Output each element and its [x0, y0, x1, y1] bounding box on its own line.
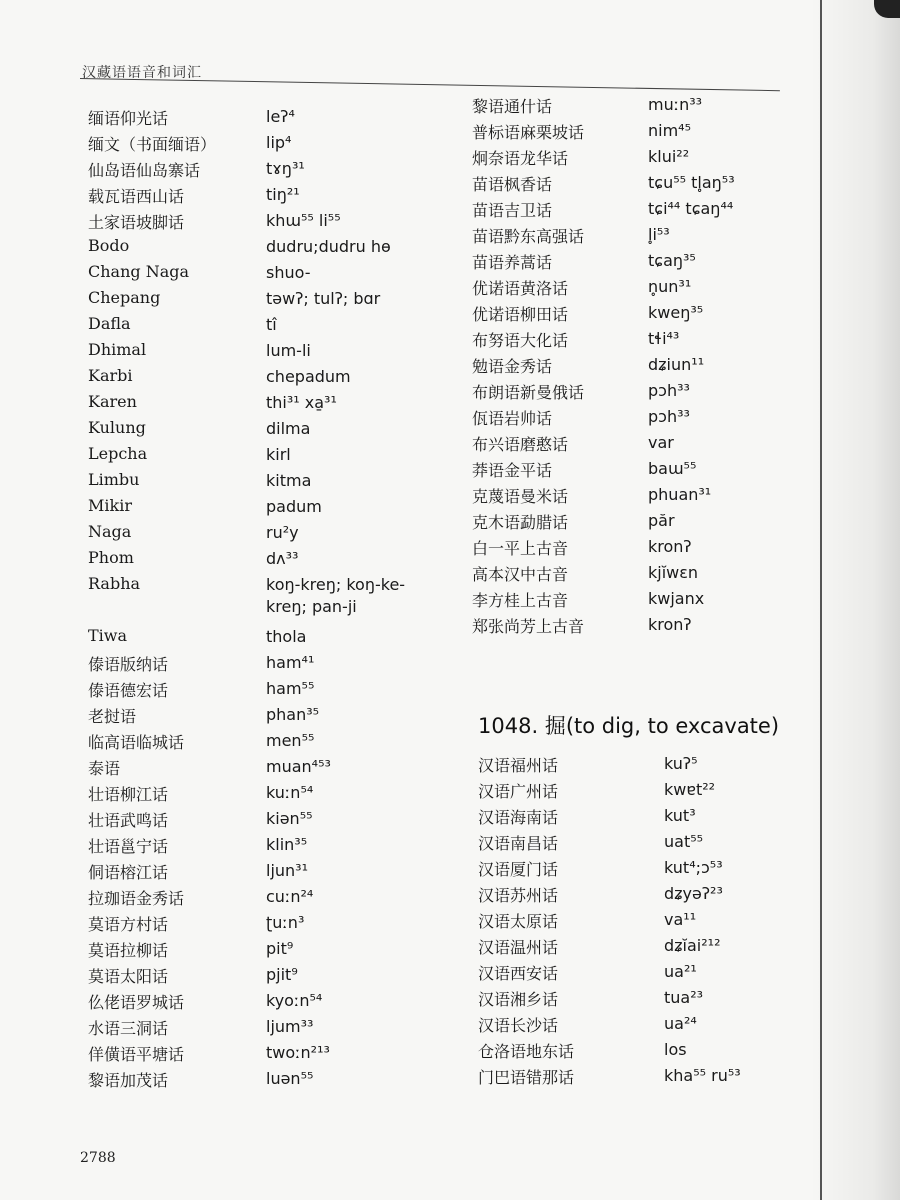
phonetic-form: thi³¹ xa̱³¹ [266, 393, 337, 412]
language-name: 汉语西安话 [478, 964, 559, 983]
entry-row [88, 418, 448, 444]
entry-row [88, 574, 448, 626]
left-column [88, 106, 448, 1094]
phonetic-form: pit⁹ [266, 939, 294, 958]
phonetic-form: kitma [266, 471, 312, 490]
phonetic-form: dʌ³³ [266, 549, 299, 568]
language-name: 莫语方村话 [88, 915, 169, 934]
phonetic-form: dʑyəʔ²³ [664, 884, 723, 903]
phonetic-form: tɤŋ³¹ [266, 159, 305, 178]
language-name: 汉语苏州话 [478, 886, 559, 905]
phonetic-form: ljun³¹ [266, 861, 308, 880]
phonetic-form: los [664, 1040, 687, 1059]
language-name: 汉语长沙话 [478, 1016, 559, 1035]
entry-row [478, 909, 798, 935]
section-gloss: (to dig, to excavate) [565, 714, 780, 738]
phonetic-form: lip⁴ [266, 133, 292, 152]
section-headword: 掘 [544, 714, 566, 738]
language-name: 汉语温州话 [478, 938, 559, 957]
entry-row [478, 987, 798, 1013]
language-name: Chang Naga [88, 262, 190, 281]
language-name: 傣语版纳话 [88, 655, 169, 674]
phonetic-form: var [648, 433, 674, 452]
language-name: 汉语南昌话 [478, 834, 559, 853]
language-name: 布努语大化话 [472, 331, 569, 350]
language-name: 优诺语柳田话 [472, 305, 569, 324]
phonetic-form: tɕi⁴⁴ tɕaŋ⁴⁴ [648, 199, 734, 218]
language-name: 克蔑语曼米话 [472, 487, 569, 506]
phonetic-form: ru²y [266, 523, 299, 542]
phonetic-form: klui²² [648, 147, 690, 166]
language-name: 临高语临城话 [88, 733, 185, 752]
section-number: 1048. [478, 714, 539, 738]
entry-row [88, 340, 448, 366]
language-name: 壮语邕宁话 [88, 837, 169, 856]
entry-row [472, 380, 812, 406]
entry-row [88, 860, 448, 886]
phonetic-form: tî [266, 315, 277, 334]
language-name: 汉语湘乡话 [478, 990, 559, 1009]
language-name: Lepcha [88, 444, 148, 463]
entry-row [478, 805, 798, 831]
language-name: 侗语榕江话 [88, 863, 169, 882]
phonetic-form: uat⁵⁵ [664, 832, 704, 851]
entry-row [472, 588, 812, 614]
right-column-top [472, 94, 812, 640]
language-name: 仓洛语地东话 [478, 1042, 575, 1061]
language-name: 苗语黔东高强话 [472, 227, 585, 246]
entry-row [88, 678, 448, 704]
entry-row [478, 831, 798, 857]
phonetic-form: luən⁵⁵ [266, 1069, 314, 1088]
phonetic-form: klin³⁵ [266, 835, 308, 854]
entry-row [478, 1013, 798, 1039]
entry-row [472, 302, 812, 328]
entry-row [88, 210, 448, 236]
phonetic-form: kronʔ [648, 537, 692, 556]
language-name: 老挝语 [88, 707, 137, 726]
phonetic-form: tɕaŋ³⁵ [648, 251, 696, 270]
entry-row [88, 1016, 448, 1042]
language-name: Chepang [88, 288, 161, 307]
entry-row [88, 990, 448, 1016]
language-name: 缅文（书面缅语） [88, 135, 217, 154]
language-name: 佤语岩帅话 [472, 409, 553, 428]
entry-row [88, 132, 448, 158]
language-name: 克木语勐腊话 [472, 513, 569, 532]
language-name: 泰语 [88, 759, 121, 778]
language-name: 水语三洞话 [88, 1019, 169, 1038]
language-name: 仫佬语罗城话 [88, 993, 185, 1012]
phonetic-form: ʈuːn³ [266, 913, 305, 932]
entry-row [88, 314, 448, 340]
phonetic-form: dʑĭai²¹² [664, 936, 721, 955]
language-name: 郑张尚芳上古音 [472, 617, 585, 636]
entry-row [88, 808, 448, 834]
phonetic-form: va¹¹ [664, 910, 697, 929]
phonetic-form: ham⁴¹ [266, 653, 315, 672]
phonetic-form: nim⁴⁵ [648, 121, 691, 140]
language-name: Karen [88, 392, 137, 411]
entry-row [472, 94, 812, 120]
phonetic-form: təwʔ; tulʔ; bɑr [266, 289, 381, 308]
language-name: 苗语枫香话 [472, 175, 553, 194]
phonetic-form: kjĭwɛn [648, 563, 699, 582]
language-name: Dhimal [88, 340, 147, 359]
phonetic-form: padum [266, 497, 322, 516]
entry-row [472, 484, 812, 510]
running-header: 汉藏语语音和词汇 [82, 65, 202, 81]
phonetic-form: khɯ⁵⁵ li⁵⁵ [266, 211, 341, 230]
language-name: 汉语海南话 [478, 808, 559, 827]
entry-row [478, 753, 798, 779]
phonetic-form: koŋ-kreŋ; koŋ-ke-kreŋ; pan-ji [266, 575, 406, 616]
entry-row [472, 406, 812, 432]
entry-row [472, 614, 812, 640]
phonetic-form: kha⁵⁵ ru⁵³ [664, 1066, 741, 1085]
entry-row [478, 935, 798, 961]
phonetic-form: kwjanx [648, 589, 705, 608]
language-name: 载瓦语西山话 [88, 187, 185, 206]
language-name: Bodo [88, 236, 130, 255]
phonetic-form: muːn³³ [648, 95, 703, 114]
section-heading [478, 710, 779, 740]
entry-row [88, 158, 448, 184]
entry-row [472, 328, 812, 354]
phonetic-form: dudru;dudru hɵ [266, 237, 391, 256]
entry-row [472, 510, 812, 536]
entry-row [478, 1039, 798, 1065]
entry-row [88, 704, 448, 730]
entry-row [472, 172, 812, 198]
language-name: Limbu [88, 470, 140, 489]
phonetic-form: leʔ⁴ [266, 107, 295, 126]
phonetic-form: chepadum [266, 367, 351, 386]
language-name: Rabha [88, 574, 141, 593]
entry-row [88, 262, 448, 288]
phonetic-form: tɬi⁴³ [648, 329, 680, 348]
language-name: Phom [88, 548, 134, 567]
entry-row [472, 120, 812, 146]
entry-row [88, 548, 448, 574]
entry-row [88, 938, 448, 964]
entry-row [472, 458, 812, 484]
phonetic-form: l̥i⁵³ [648, 225, 670, 244]
language-name: Dafla [88, 314, 131, 333]
phonetic-form: muan⁴⁵³ [266, 757, 331, 776]
entry-row [88, 1042, 448, 1068]
entry-row [88, 964, 448, 990]
phonetic-form: kirl [266, 445, 291, 464]
entry-row [472, 536, 812, 562]
language-name: 汉语厦门话 [478, 860, 559, 879]
phonetic-form: păr [648, 511, 675, 530]
entry-row [88, 392, 448, 418]
phonetic-form: ua²⁴ [664, 1014, 697, 1033]
phonetic-form: kuːn⁵⁴ [266, 783, 314, 802]
right-column-bottom [478, 753, 798, 1091]
language-name: 勉语金秀话 [472, 357, 553, 376]
entry-row [472, 562, 812, 588]
language-name: Kulung [88, 418, 146, 437]
language-name: 炯奈语龙华话 [472, 149, 569, 168]
entry-row [88, 912, 448, 938]
phonetic-form: twoːn²¹³ [266, 1043, 330, 1062]
entry-row [88, 366, 448, 392]
entry-row [88, 730, 448, 756]
entry-row [88, 1068, 448, 1094]
language-name: Karbi [88, 366, 133, 385]
entry-row [472, 198, 812, 224]
language-name: 李方桂上古音 [472, 591, 569, 610]
language-name: 土家语坡脚话 [88, 213, 185, 232]
language-name: 白一平上古音 [472, 539, 569, 558]
phonetic-form: tua²³ [664, 988, 704, 1007]
page-number: 2788 [80, 1150, 116, 1166]
phonetic-form: dʑiun¹¹ [648, 355, 705, 374]
language-name: 拉珈语金秀话 [88, 889, 185, 908]
entry-row [472, 224, 812, 250]
language-name: 普标语麻栗坡话 [472, 123, 585, 142]
page-edge-line [820, 0, 822, 1200]
entry-row [88, 522, 448, 548]
entry-row [88, 782, 448, 808]
phonetic-form: kiən⁵⁵ [266, 809, 313, 828]
page-gutter-shade [810, 0, 900, 1200]
entry-row [478, 883, 798, 909]
language-name: 汉语广州话 [478, 782, 559, 801]
phonetic-form: cuːn²⁴ [266, 887, 314, 906]
language-name: 优诺语黄洛话 [472, 279, 569, 298]
entry-row [88, 834, 448, 860]
entry-row [88, 626, 448, 652]
phonetic-form: kwɐt²² [664, 780, 716, 799]
phonetic-form: pɔh³³ [648, 381, 690, 400]
entry-row [88, 756, 448, 782]
phonetic-form: ljum³³ [266, 1017, 314, 1036]
language-name: 佯僙语平塘话 [88, 1045, 185, 1064]
entry-row [88, 470, 448, 496]
phonetic-form: kut³ [664, 806, 696, 825]
language-name: 缅语仰光话 [88, 109, 169, 128]
phonetic-form: thola [266, 627, 307, 646]
phonetic-form: ua²¹ [664, 962, 697, 981]
phonetic-form: ham⁵⁵ [266, 679, 315, 698]
phonetic-form: n̥un³¹ [648, 277, 692, 296]
phonetic-form: men⁵⁵ [266, 731, 315, 750]
phonetic-form: kronʔ [648, 615, 692, 634]
entry-row [472, 432, 812, 458]
phonetic-form: tiŋ²¹ [266, 185, 300, 204]
entry-row [472, 250, 812, 276]
phonetic-form: dilma [266, 419, 311, 438]
entry-row [88, 106, 448, 132]
language-name: 苗语吉卫话 [472, 201, 553, 220]
entry-row [472, 146, 812, 172]
language-name: Tiwa [88, 626, 128, 645]
phonetic-form: kut⁴;ɔ⁵³ [664, 858, 723, 877]
language-name: 傣语德宏话 [88, 681, 169, 700]
phonetic-form: phuan³¹ [648, 485, 712, 504]
language-name: 黎语通什话 [472, 97, 553, 116]
entry-row [478, 857, 798, 883]
language-name: 高本汉中古音 [472, 565, 569, 584]
language-name: 壮语武鸣话 [88, 811, 169, 830]
language-name: 布兴语磨憨话 [472, 435, 569, 454]
entry-row [88, 236, 448, 262]
language-name: 门巴语错那话 [478, 1068, 575, 1087]
entry-row [88, 886, 448, 912]
entry-row [88, 288, 448, 314]
language-name: 苗语养蒿话 [472, 253, 553, 272]
phonetic-form: shuo- [266, 263, 311, 282]
language-name: 莫语拉柳话 [88, 941, 169, 960]
language-name: 壮语柳江话 [88, 785, 169, 804]
phonetic-form: tɕu⁵⁵ tl̥aŋ⁵³ [648, 173, 735, 192]
phonetic-form: baɯ⁵⁵ [648, 459, 697, 478]
entry-row [88, 184, 448, 210]
phonetic-form: pɔh³³ [648, 407, 690, 426]
phonetic-form: phan³⁵ [266, 705, 320, 724]
entry-row [88, 652, 448, 678]
entry-row [88, 496, 448, 522]
entry-row [88, 444, 448, 470]
language-name: 莽语金平话 [472, 461, 553, 480]
language-name: 莫语太阳话 [88, 967, 169, 986]
header-rule [80, 78, 780, 91]
language-name: Mikir [88, 496, 132, 515]
language-name: 汉语太原话 [478, 912, 559, 931]
phonetic-form: kuʔ⁵ [664, 754, 698, 773]
phonetic-form: kweŋ³⁵ [648, 303, 704, 322]
language-name: 黎语加茂话 [88, 1071, 169, 1090]
entry-row [472, 276, 812, 302]
phonetic-form: pjit⁹ [266, 965, 298, 984]
entry-row [472, 354, 812, 380]
entry-row [478, 779, 798, 805]
language-name: 仙岛语仙岛寨话 [88, 161, 201, 180]
entry-row [478, 961, 798, 987]
language-name: 汉语福州话 [478, 756, 559, 775]
entry-row [478, 1065, 798, 1091]
phonetic-form: lum-li [266, 341, 311, 360]
phonetic-form: kyoːn⁵⁴ [266, 991, 323, 1010]
language-name: 布朗语新曼俄话 [472, 383, 585, 402]
language-name: Naga [88, 522, 132, 541]
